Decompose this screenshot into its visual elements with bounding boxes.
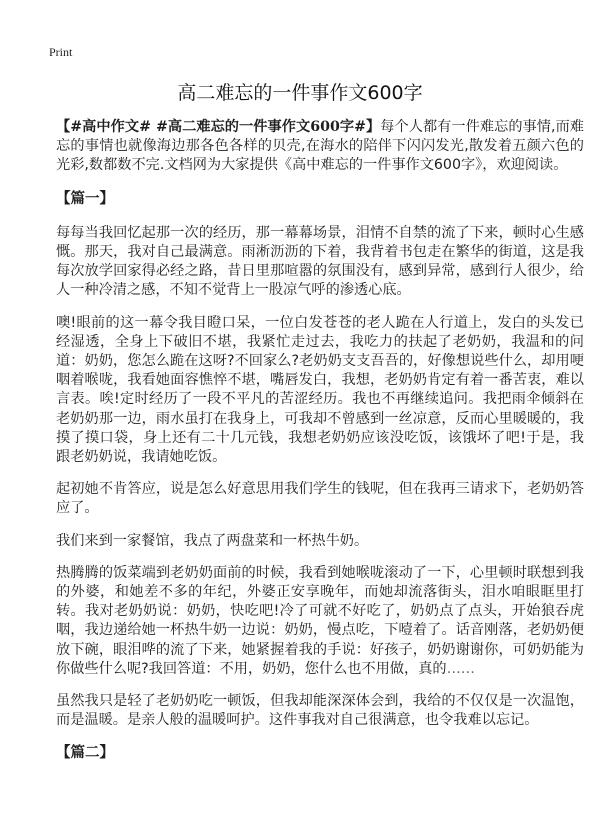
section-heading-2: 【篇二】	[56, 744, 114, 762]
paragraph: 我们来到一家餐馆，我点了两盘菜和一杯热牛奶。	[56, 532, 369, 549]
intro-text: 每个人都有一件难忘的事情,而难忘的事情也就像海边那各色各样的贝壳,在海水的陪伴下闪闪发光,散发着五颜六色的光彩,数都数不完.文档网为大家提供《高中难忘的一件事作文600字》，欢迎阅读。	[56, 119, 584, 174]
intro-paragraph	[56, 118, 584, 176]
paragraph-text: 热腾腾的饭菜端到老奶奶面前的时候，我看到她喉咙滚动了一下，心里顿时联想到我的外婆，和她差不多的年纪，外婆正安享晚年，而她却流落街头，泪水咱眼眶里打转。我对老奶奶说：奶奶，快吃吧!冷了可就不好吃了，奶奶点了点头，开始狼吞虎咽，我边递给她一杯热牛奶一边说：奶奶，慢点吃，下噎着了。话音刚落，老奶奶便放下碗，眼泪哗的流了下来，她紧握着我的手说：好孩子，奶奶谢谢你，可奶奶能为你做些什么呢?我回答道：不用，奶奶，您什么也不用做，真的	[56, 564, 584, 677]
document-body	[56, 118, 584, 779]
ellipsis: ……	[446, 660, 475, 677]
page-title: 高二难忘的一件事作文600字	[177, 82, 423, 104]
paragraph	[56, 564, 584, 679]
paragraph: 噢!眼前的这一幕令我目瞪口呆，一位白发苍苍的老人跪在人行道上，发白的头发已经湿透，全身上下破旧不堪，我紧忙走过去，我吃力的扶起了老奶奶，我温和的问道：奶奶，您怎么跪在这呀?不回家么?老奶奶支支吾吾的，好像想说些什么，却用哽咽着喉咙，我看她面容憔悴不堪，嘴唇发白，我想，老奶奶肯定有着一番苦衷，难以言表。唉!定时经历了一段不平凡的苦涩经历。我也不再继续追问。我把雨伞倾斜在老奶奶那一边，雨水虽打在我身上，可我却不曾感到一丝凉意，反而心里暖暖的，我摸了摸口袋，身上还有二十几元钱，我想老奶奶应该没吃饭，该饿坏了吧!于是，我跟老奶奶说，我请她吃饭。	[56, 314, 584, 466]
paragraph: 虽然我只是轻了老奶奶吃一顿饭，但我却能深深体会到，我给的不仅仅是一次温饱，而是温暖。是亲人般的温暖呵护。这件事我对自己很满意，也令我难以忘记。	[56, 693, 584, 729]
paragraph: 起初她不肯答应，说是怎么好意思用我们学生的钱呢，但在我再三请求下，老奶奶答应了。	[56, 481, 584, 517]
print-label: Print	[49, 45, 73, 59]
paragraph: 每每当我回忆起那一次的经历，那一幕幕场景，泪情不自禁的流了下来，顿时心生感慨。那天，我对自己最满意。雨淅沥沥的下着，我背着书包走在繁华的街道，这是我每次放学回家得必经之路，昔日里那喧嚣的氛围没有，感到异常，感到行人很少，给人一种冷清之感，不知不觉背上一股凉气呼的渗透心底。	[56, 224, 584, 299]
article-tags: 【#高中作文# #高二难忘的一件事作文600字#】	[56, 119, 381, 135]
section-heading-1: 【篇一】	[56, 189, 114, 207]
